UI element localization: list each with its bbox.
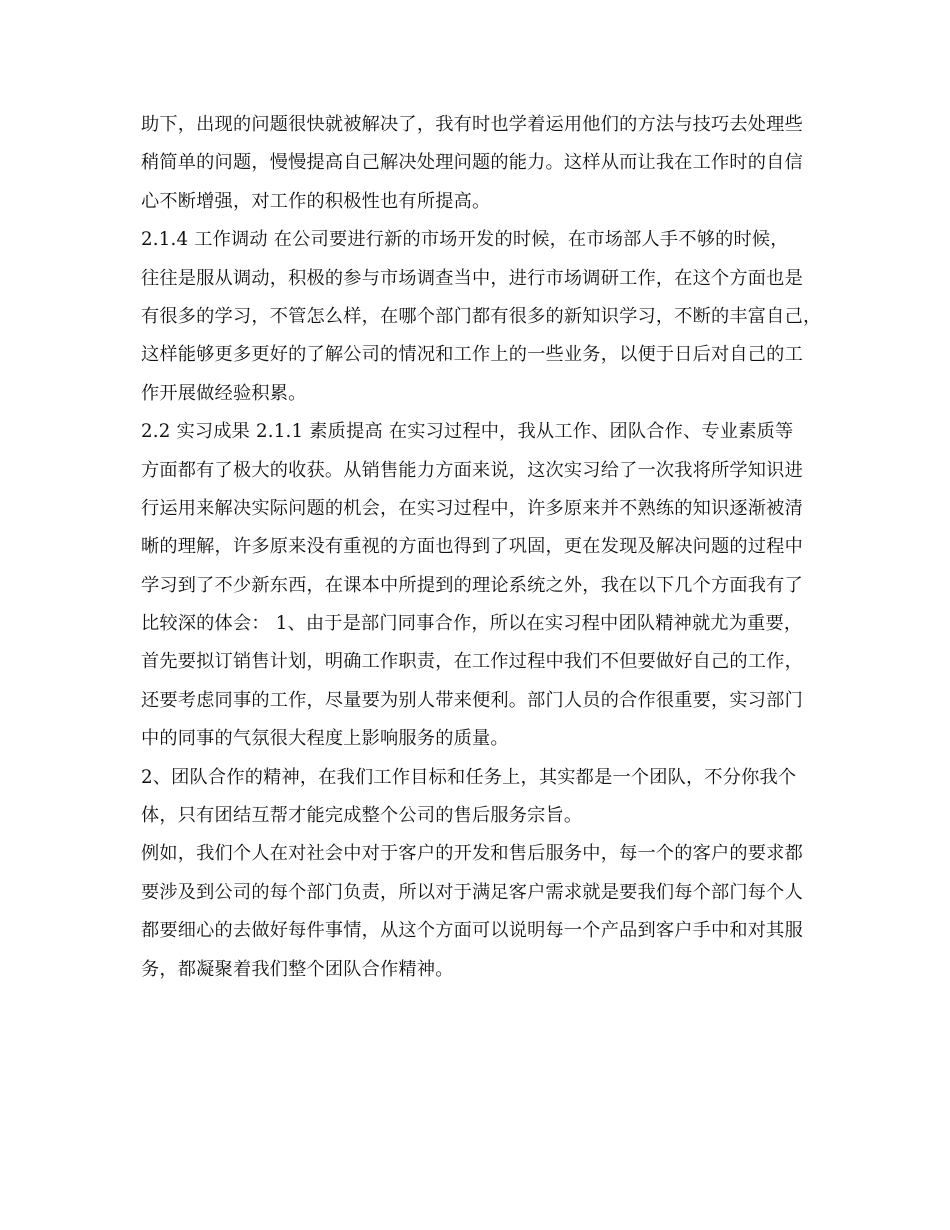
text-line: 作开展做经验积累。	[141, 382, 307, 404]
text-line: 例如，我们个人在对社会中对于客户的开发和售后服务中，每一个的客户的要求都	[141, 843, 803, 865]
section-heading-line: 2.2 实习成果 2.1.1 素质提高 在实习过程中，我从工作、团队合作、专业素质等	[141, 421, 794, 443]
text-line: 心不断增强，对工作的积极性也有所提高。	[141, 190, 491, 212]
section-heading-line: 2.1.4 工作调动 在公司要进行新的市场开发的时候，在市场部人手不够的时候，	[141, 229, 789, 251]
body-text	[141, 106, 821, 989]
text-line: 方面都有了极大的收获。从销售能力方面来说，这次实习给了一次我将所学知识进	[141, 459, 803, 481]
text-line: 中的同事的气氛很大程度上影响服务的质量。	[141, 728, 509, 750]
text-line: 比较深的体会： 1、由于是部门同事合作，所以在实习程中团队精神就尤为重要，	[141, 613, 803, 635]
text-line: 2、团队合作的精神，在我们工作目标和任务上，其实都是一个团队，不分你我个	[141, 766, 797, 788]
text-line: 都要细心的去做好每件事情，从这个方面可以说明每一个产品到客户手中和对其服	[141, 920, 803, 942]
text-line: 务，都凝聚着我们整个团队合作精神。	[141, 958, 454, 980]
text-line: 有很多的学习，不管怎么样，在哪个部门都有很多的新知识学习，不断的丰富自己，	[141, 305, 822, 327]
text-line: 学习到了不少新东西，在课本中所提到的理论系统之外，我在以下几个方面我有了	[141, 574, 803, 596]
text-line: 首先要拟订销售计划，明确工作职责，在工作过程中我们不但要做好自己的工作，	[141, 651, 803, 673]
text-line: 往往是服从调动，积极的参与市场调查当中，进行市场调研工作，在这个方面也是	[141, 267, 803, 289]
text-line: 晰的理解，许多原来没有重视的方面也得到了巩固，更在发现及解决问题的过程中	[141, 536, 803, 558]
text-line: 体，只有团结互帮才能完成整个公司的售后服务宗旨。	[141, 805, 583, 827]
text-line: 还要考虑同事的工作，尽量要为别人带来便利。部门人员的合作很重要，实习部门	[141, 689, 803, 711]
text-line: 助下，出现的问题很快就被解决了，我有时也学着运用他们的方法与技巧去处理些	[141, 114, 803, 135]
text-line: 行运用来解决实际问题的机会，在实习过程中，许多原来并不熟练的知识逐渐被清	[141, 497, 803, 519]
text-line: 稍简单的问题，慢慢提高自己解决处理问题的能力。这样从而让我在工作时的自信	[141, 152, 803, 174]
text-line: 要涉及到公司的每个部门负责，所以对于满足客户需求就是要我们每个部门每个人	[141, 881, 803, 903]
text-line: 这样能够更多更好的了解公司的情况和工作上的一些业务，以便于日后对自己的工	[141, 344, 803, 366]
